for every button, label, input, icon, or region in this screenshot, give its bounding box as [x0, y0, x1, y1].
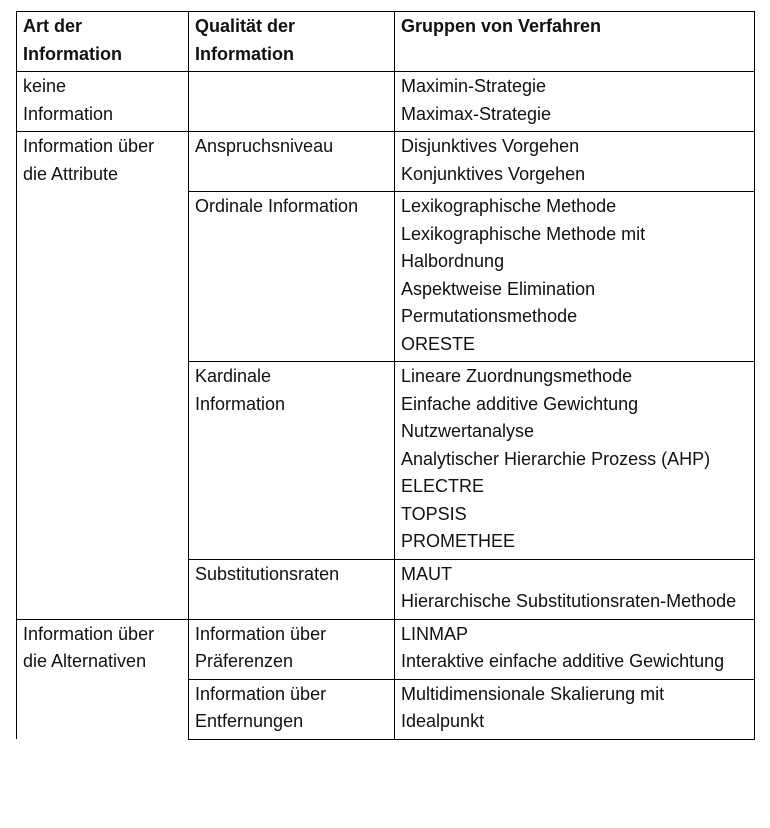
- cell-text: Ordinale Information: [195, 196, 359, 216]
- method-item: Interaktive einfache additive Gewichtung: [401, 651, 725, 671]
- cell-text: Kardinale: [195, 366, 272, 386]
- methods-cell: [395, 192, 755, 362]
- cell-text: Anspruchsniveau: [195, 136, 334, 156]
- quality-cell: [189, 132, 395, 192]
- header-text: Art der: [23, 16, 83, 36]
- header-text: Information: [195, 43, 294, 64]
- methods-table: [16, 11, 755, 740]
- cell-text: Entfernungen: [195, 711, 304, 731]
- quality-cell: [189, 192, 395, 362]
- header-art-der-information: [17, 12, 189, 72]
- cell-text: Präferenzen: [195, 651, 294, 671]
- method-item: Multidimensionale Skalierung mit Idealpunkt: [401, 683, 665, 731]
- quality-cell: [189, 679, 395, 739]
- method-item: Einfache additive Gewichtung: [401, 393, 639, 414]
- method-item: Lexikographische Methode: [401, 196, 617, 216]
- header-text: Qualität der: [195, 16, 296, 36]
- header-row: [17, 12, 755, 72]
- method-item: Lineare Zuordnungsmethode: [401, 366, 633, 386]
- method-item: TOPSIS: [401, 503, 467, 524]
- cell-text: Information über: [195, 683, 327, 704]
- header-qualitaet-der-information: [189, 12, 395, 72]
- cell-text: Information über: [23, 136, 155, 156]
- header-gruppen-von-verfahren: [395, 12, 755, 72]
- cell-text: Information: [195, 393, 286, 414]
- methods-cell: [395, 679, 755, 739]
- cell-text: keine: [23, 76, 67, 96]
- method-item: Permutationsmethode: [401, 306, 578, 326]
- method-item: Aspektweise Elimination: [401, 278, 596, 299]
- art-cell: [17, 72, 189, 132]
- cell-text: Information über: [23, 623, 155, 644]
- methods-cell: [395, 362, 755, 560]
- quality-cell: [189, 619, 395, 679]
- art-cell: [17, 132, 189, 620]
- method-item: Analytischer Hierarchie Prozess (AHP): [401, 448, 711, 469]
- cell-text: Substitutionsraten: [195, 563, 340, 584]
- cell-text: Information über: [195, 623, 327, 644]
- method-item: Konjunktives Vorgehen: [401, 163, 586, 184]
- method-item: Maximin-Strategie: [401, 76, 547, 96]
- art-cell: [17, 619, 189, 739]
- cell-text: die Attribute: [23, 163, 119, 184]
- method-item: PROMETHEE: [401, 531, 516, 551]
- methods-cell: [395, 619, 755, 679]
- methods-cell: [395, 132, 755, 192]
- table-row: [17, 132, 755, 192]
- cell-text: die Alternativen: [23, 651, 147, 671]
- method-item: LINMAP: [401, 623, 469, 644]
- cell-text: Information: [23, 103, 114, 124]
- methods-cell: [395, 559, 755, 619]
- method-item: MAUT: [401, 563, 452, 584]
- table-row: [17, 619, 755, 679]
- header-text: Gruppen von Verfahren: [401, 16, 602, 36]
- method-item: ORESTE: [401, 333, 476, 354]
- method-item: Lexikographische Methode mit Halbordnung: [401, 223, 646, 271]
- method-item: ELECTRE: [401, 476, 485, 496]
- quality-cell: [189, 72, 395, 132]
- method-item: Nutzwertanalyse: [401, 421, 535, 441]
- method-item: Hierarchische Substitutionsraten-Methode: [401, 591, 737, 611]
- quality-cell: [189, 559, 395, 619]
- methods-cell: [395, 72, 755, 132]
- quality-cell: [189, 362, 395, 560]
- method-item: Maximax-Strategie: [401, 103, 552, 124]
- header-text: Information: [23, 43, 122, 64]
- table-row: [17, 72, 755, 132]
- method-item: Disjunktives Vorgehen: [401, 136, 580, 156]
